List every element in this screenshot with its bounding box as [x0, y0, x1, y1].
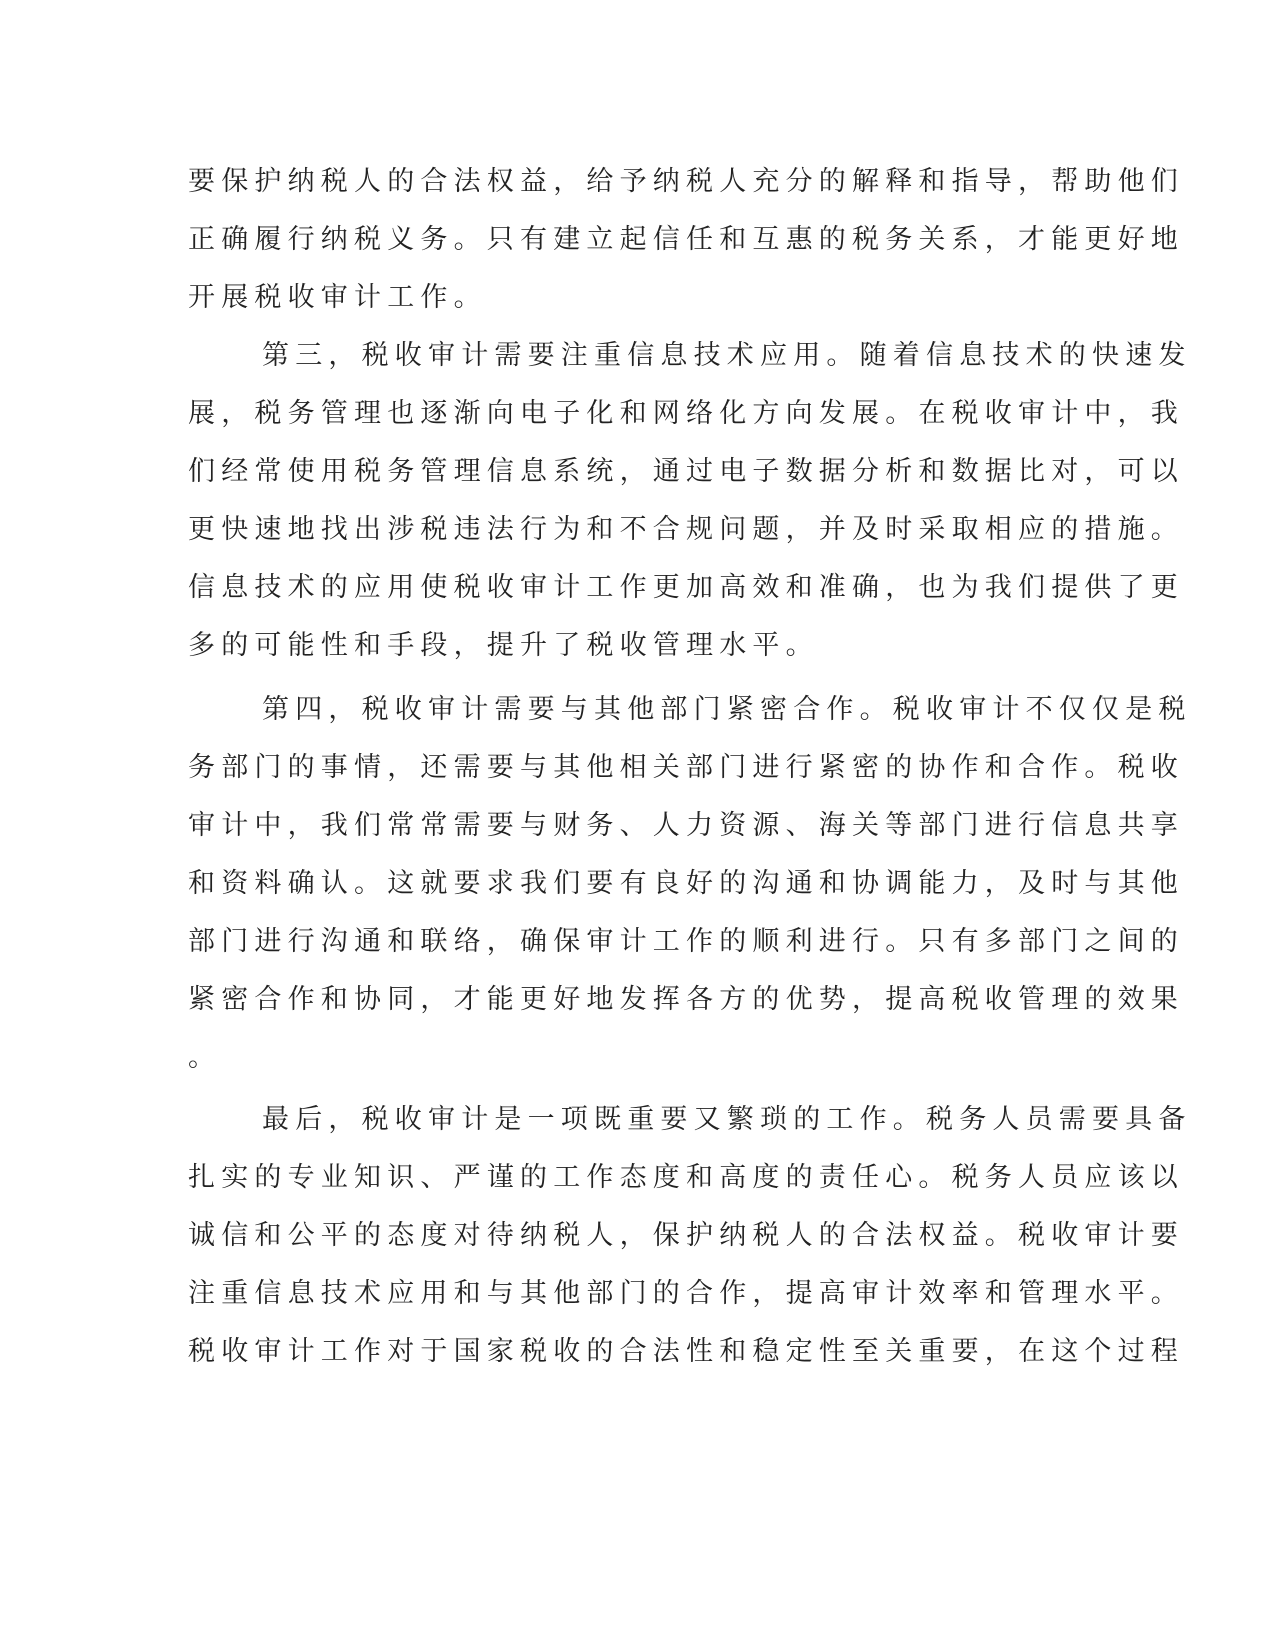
text-line: 更快速地找出涉税违法行为和不合规问题，并及时采取相应的措施。 [188, 514, 1184, 545]
text-line: 们经常使用税务管理信息系统，通过电子数据分析和数据比对，可以 [188, 456, 1184, 487]
text-line: 要保护纳税人的合法权益，给予纳税人充分的解释和指导，帮助他们 [188, 166, 1184, 197]
text-line: 部门进行沟通和联络，确保审计工作的顺利进行。只有多部门之间的 [188, 926, 1184, 957]
text-line: 信息技术的应用使税收审计工作更加高效和准确，也为我们提供了更 [188, 572, 1184, 603]
text-line: 多的可能性和手段，提升了税收管理水平。 [188, 630, 819, 661]
text-line: 和资料确认。这就要求我们要有良好的沟通和协调能力，及时与其他 [188, 868, 1184, 899]
text-line: 税收审计工作对于国家税收的合法性和稳定性至关重要，在这个过程 [188, 1336, 1184, 1367]
paragraph-first-line: 第三，税收审计需要注重信息技术应用。随着信息技术的快速发 [262, 340, 1192, 371]
text-line: 。 [188, 1042, 222, 1073]
paragraph-first-line: 最后，税收审计是一项既重要又繁琐的工作。税务人员需要具备 [262, 1104, 1192, 1135]
text-line: 审计中，我们常常需要与财务、人力资源、海关等部门进行信息共享 [188, 810, 1184, 841]
text-line: 注重信息技术应用和与其他部门的合作，提高审计效率和管理水平。 [188, 1278, 1184, 1309]
text-line: 开展税收审计工作。 [188, 282, 487, 313]
text-line: 展，税务管理也逐渐向电子化和网络化方向发展。在税收审计中，我 [188, 398, 1184, 429]
text-line: 扎实的专业知识、严谨的工作态度和高度的责任心。税务人员应该以 [188, 1162, 1184, 1193]
text-line: 务部门的事情，还需要与其他相关部门进行紧密的协作和合作。税收 [188, 752, 1184, 783]
paragraph-first-line: 第四，税收审计需要与其他部门紧密合作。税收审计不仅仅是税 [262, 694, 1192, 725]
text-line: 正确履行纳税义务。只有建立起信任和互惠的税务关系，才能更好地 [188, 224, 1184, 255]
text-line: 诚信和公平的态度对待纳税人，保护纳税人的合法权益。税收审计要 [188, 1220, 1184, 1251]
text-line: 紧密合作和协同，才能更好地发挥各方的优势，提高税收管理的效果 [188, 984, 1184, 1015]
